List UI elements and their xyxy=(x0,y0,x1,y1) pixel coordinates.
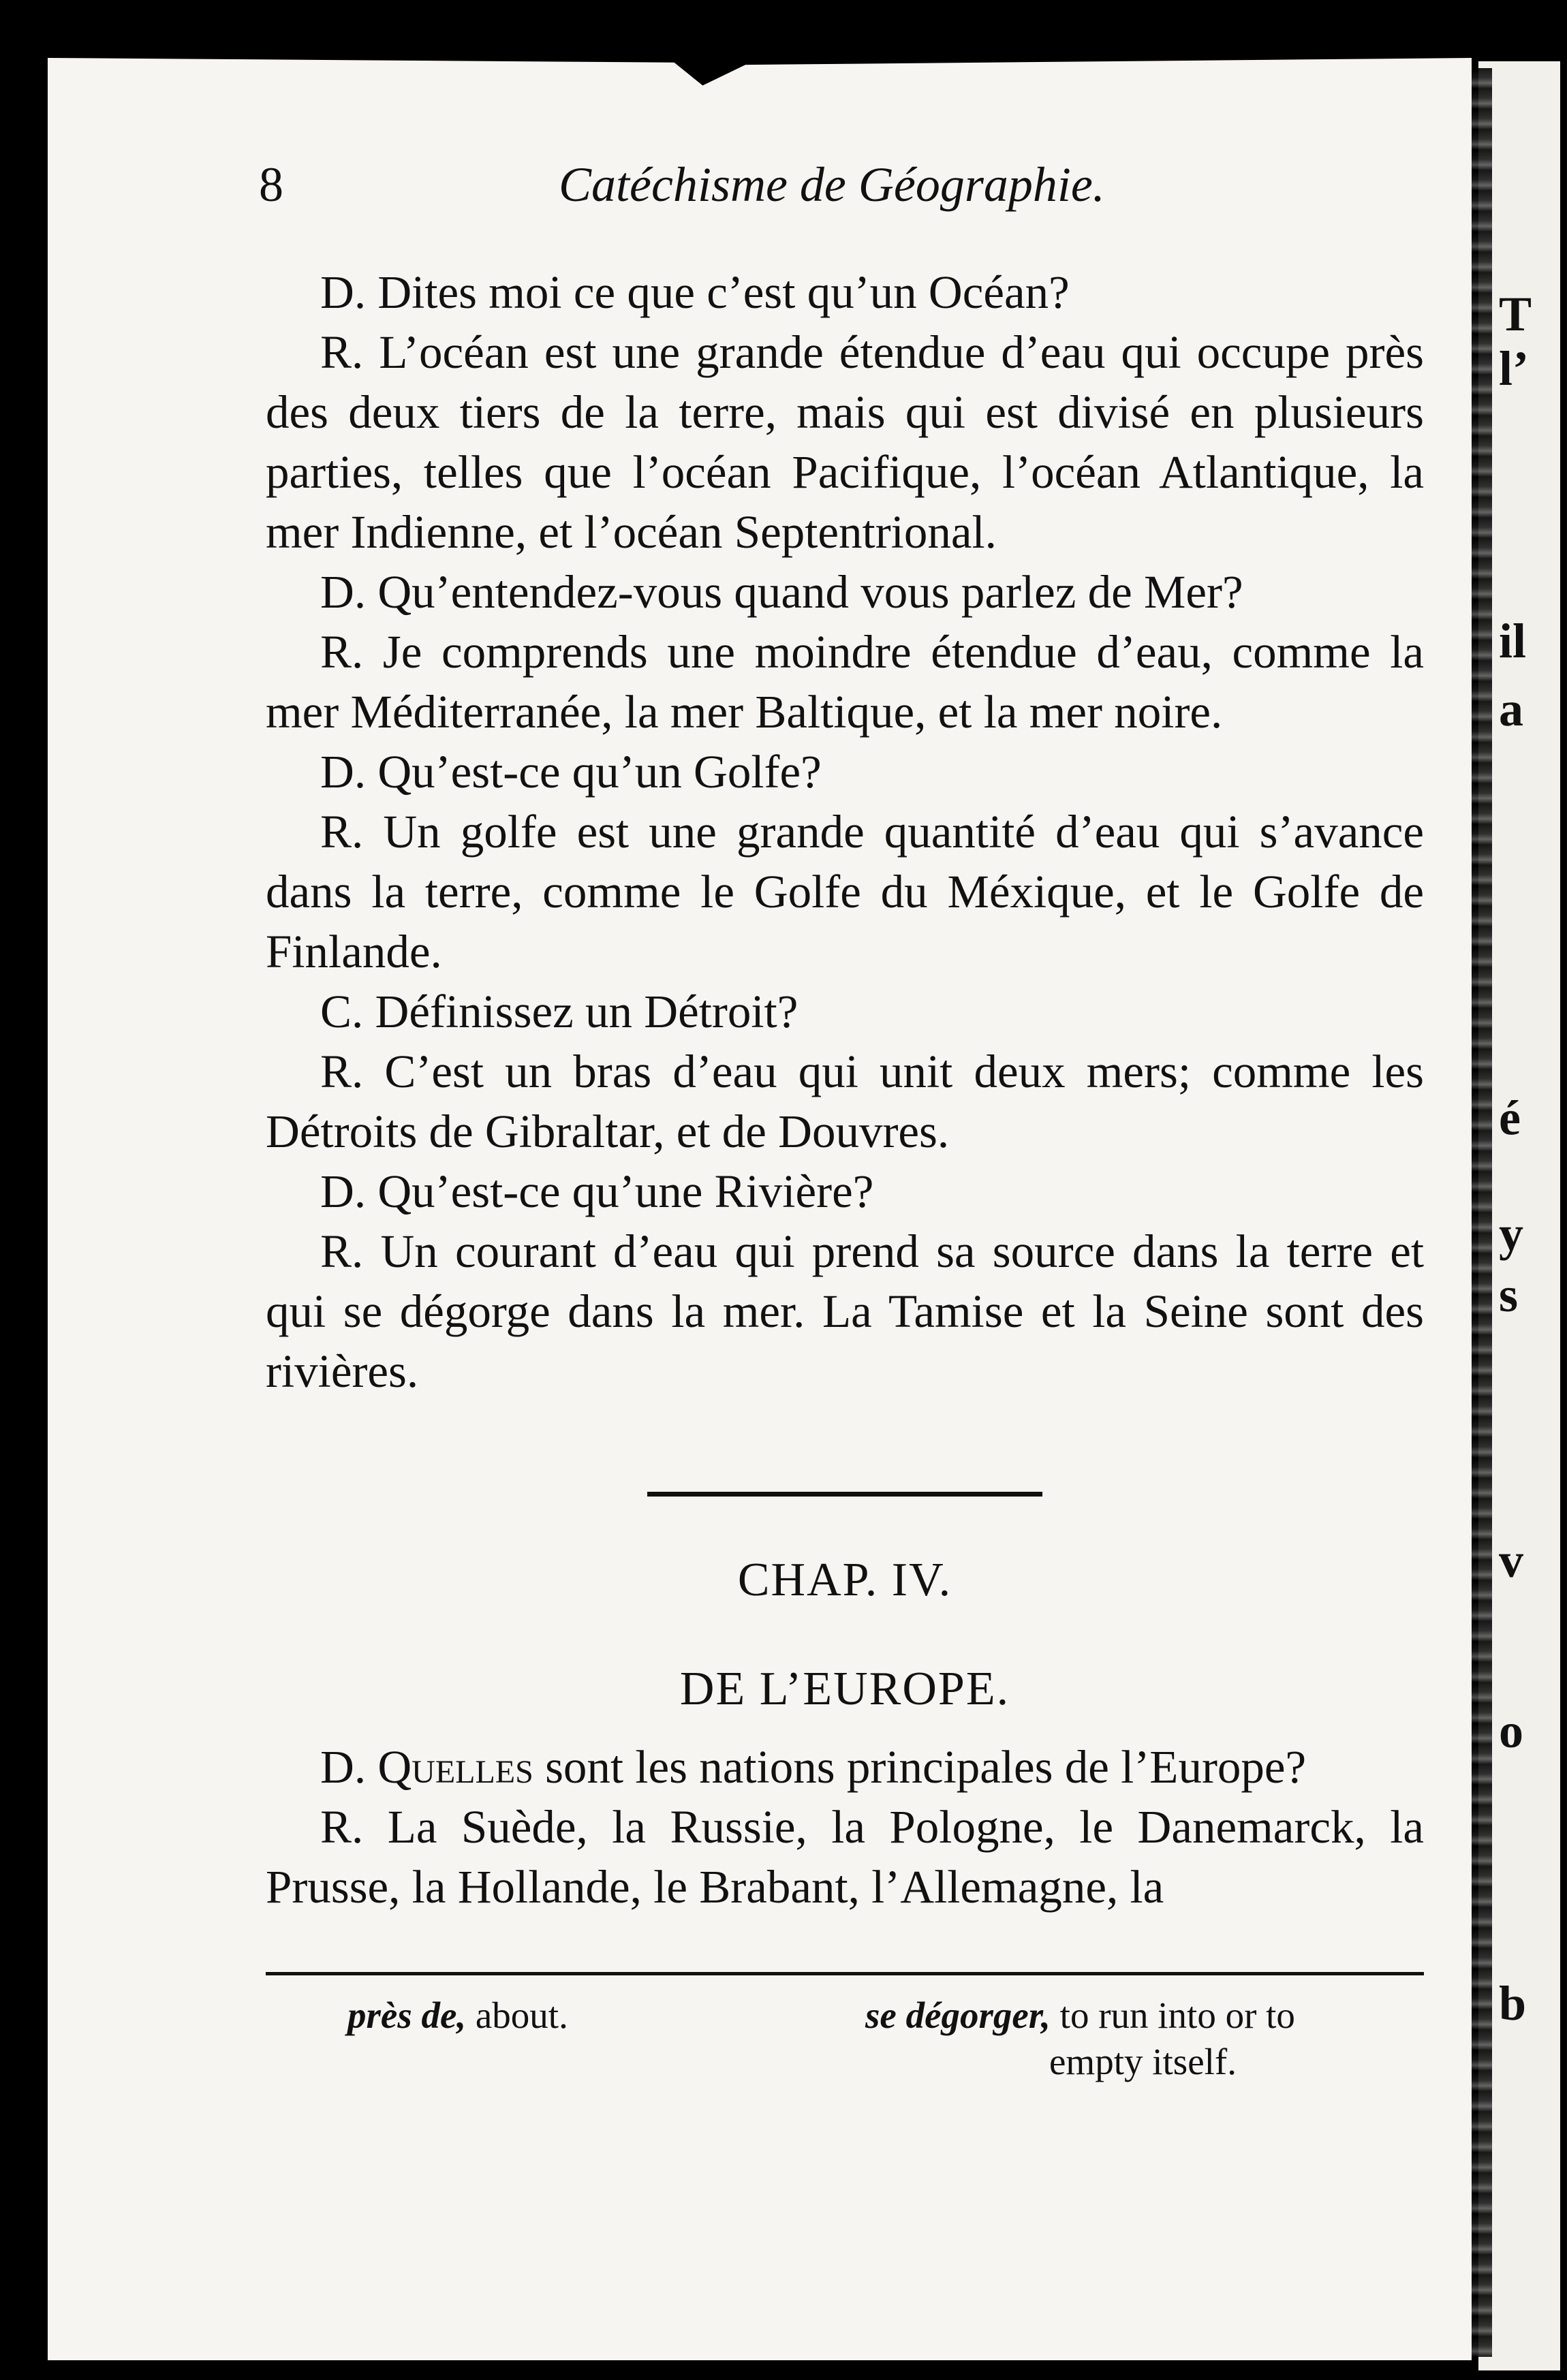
paragraph: D. Qu’est-ce qu’une Rivière? xyxy=(320,1165,874,1217)
chapter-number: CHAP. IV. xyxy=(737,1554,952,1606)
paragraph: D. Qu’est-ce qu’un Golfe? xyxy=(320,746,822,798)
main-text xyxy=(266,262,1424,1401)
footnote-left xyxy=(347,1992,568,2039)
paragraph: R. La Suède, la Russie, la Pologne, le Danemarck, la Prusse, la Hollande, le Brabant, l’Allemagne, la xyxy=(266,1801,1424,1913)
running-title: Catéchisme de Géographie. xyxy=(559,157,1105,212)
chapter-title: DE L’EUROPE. xyxy=(679,1663,1010,1715)
footnotes xyxy=(266,1992,1424,2095)
footnote-gloss: about. xyxy=(466,1994,568,2036)
paragraph: R. Un golfe est une grande quantité d’eau qui s’avance dans la terre, comme le Golfe du Méxique, et le Golfe de Finlande. xyxy=(266,806,1424,977)
margin-fragment: y xyxy=(1499,1206,1523,1261)
footnote-term: se dégorger, xyxy=(865,1994,1051,2036)
margin-fragment: é xyxy=(1499,1091,1521,1145)
margin-fragment: v xyxy=(1499,1533,1523,1588)
margin-fragment: o xyxy=(1499,1704,1523,1758)
margin-fragment: b xyxy=(1499,1976,1527,2031)
margin-fragment: T xyxy=(1499,287,1532,341)
chapter-text xyxy=(266,1737,1424,1917)
footnote-gloss: to run into or to xyxy=(1050,1994,1295,2036)
question-prefix: D. xyxy=(320,1741,378,1793)
page-number: 8 xyxy=(259,157,283,212)
paragraph xyxy=(266,1737,1424,1797)
margin-fragment: il xyxy=(1499,614,1527,668)
margin-fragment: s xyxy=(1499,1268,1519,1322)
page-header xyxy=(259,157,1431,225)
section-divider xyxy=(266,1492,1424,1505)
footnote-right xyxy=(865,1992,1424,2085)
paragraph: R. Un courant d’eau qui prend sa source dans la terre et qui se dégorge dans la mer. La Tamise et la Seine sont des rivières. xyxy=(266,1225,1424,1397)
paragraph: C. Définissez un Détroit? xyxy=(320,986,798,1037)
footnote-term: près de, xyxy=(347,1994,467,2036)
paragraph: R. Je comprends une moindre étendue d’eau, comme la mer Méditerranée, la mer Baltique, et la mer noire. xyxy=(266,626,1424,738)
paragraph: D. Dites moi ce que c’est qu’un Océan? xyxy=(320,266,1070,318)
divider-rule xyxy=(647,1492,1042,1497)
paragraph: R. C’est un bras d’eau qui unit deux mers; comme les Détroits de Gibraltar, et de Douvres. xyxy=(266,1046,1424,1157)
margin-fragment: a xyxy=(1499,682,1523,736)
paragraph: D. Qu’entendez-vous quand vous parlez de Mer? xyxy=(320,566,1243,618)
margin-fragment: l’ xyxy=(1499,341,1529,396)
footnote-gloss-continued: empty itself. xyxy=(1049,2041,1237,2082)
paragraph: R. L’océan est une grande étendue d’eau qui occupe près des deux tiers de la terre, mais qui est divisé en plusieurs parties, telles que l’océan Pacifique, l’océan Atlantique, la mer Indienne, et l’océan Septentrional. xyxy=(266,326,1424,558)
question-text: sont les nations principales de l’Europe? xyxy=(533,1741,1307,1793)
footnote-rule xyxy=(266,1972,1424,1975)
small-caps-word: Quelles xyxy=(377,1741,533,1793)
